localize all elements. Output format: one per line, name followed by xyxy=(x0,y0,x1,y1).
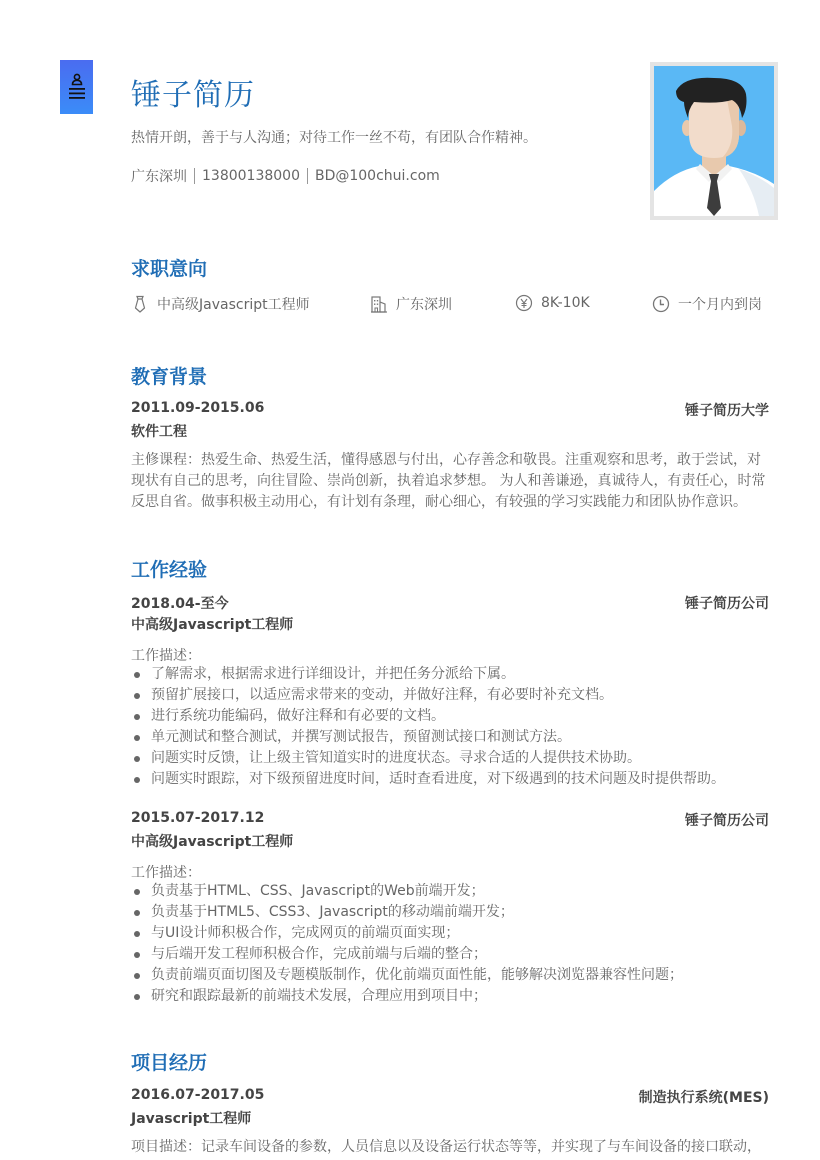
avatar-photo xyxy=(650,62,778,220)
list-item: 负责基于HTML、CSS、Javascript的Web前端开发； xyxy=(131,881,771,902)
work-company: 锤子简历公司 xyxy=(685,813,769,829)
work-bullets xyxy=(131,664,771,790)
project-name: 制造执行系统(MES) xyxy=(638,1090,769,1106)
work-desc-label: 工作描述： xyxy=(131,648,201,664)
intent-location: 广东深圳 xyxy=(370,294,452,314)
section-title-work: 工作经验 xyxy=(131,559,208,581)
list-item: 与后端开发工程师积极合作，完成前端与后端的整合； xyxy=(131,944,771,965)
avatar-illustration xyxy=(654,66,774,216)
contact-divider xyxy=(194,168,195,184)
work-entry-head xyxy=(131,810,769,830)
contact-email: BD@100chui.com xyxy=(314,168,440,184)
list-item: 与UI设计师积极合作，完成网页的前端页面实现； xyxy=(131,923,771,944)
education-period: 2011.09-2015.06 xyxy=(131,400,265,416)
list-item: 单元测试和整合测试，并撰写测试报告，预留测试接口和测试方法。 xyxy=(131,727,771,748)
project-description: 项目描述：记录车间设备的参数，人员信息以及设备运行状态等等，并实现了与车间设备的接口联动， xyxy=(131,1139,761,1155)
contact-divider xyxy=(307,168,308,184)
clock-icon xyxy=(652,295,670,313)
work-company: 锤子简历公司 xyxy=(685,596,769,612)
work-position: 中高级Javascript工程师 xyxy=(131,834,294,850)
work-period: 2018.04-至今 xyxy=(131,596,229,612)
project-role: Javascript工程师 xyxy=(131,1111,252,1127)
work-position: 中高级Javascript工程师 xyxy=(131,617,294,633)
contact-phone: 13800138000 xyxy=(202,168,300,184)
yuan-icon xyxy=(515,294,533,312)
section-title-education: 教育背景 xyxy=(131,366,208,388)
list-item: 负责基于HTML5、CSS3、Javascript的移动端前端开发； xyxy=(131,902,771,923)
job-intent-row xyxy=(131,294,771,316)
project-period: 2016.07-2017.05 xyxy=(131,1087,265,1103)
candidate-motto: 热情开朗，善于与人沟通；对待工作一丝不苟，有团队合作精神。 xyxy=(131,130,537,146)
tie-icon xyxy=(131,295,149,313)
intent-availability: 一个月内到岗 xyxy=(652,294,762,314)
section-title-intent: 求职意向 xyxy=(131,258,208,280)
intent-salary: 8K-10K xyxy=(515,294,590,312)
work-bullets xyxy=(131,881,771,1007)
section-title-projects: 项目经历 xyxy=(131,1052,208,1074)
education-school: 锤子简历大学 xyxy=(685,403,769,419)
contact-location: 广东深圳 xyxy=(131,169,187,185)
education-entry-head xyxy=(131,400,769,420)
resume-person-icon xyxy=(68,72,86,102)
work-period: 2015.07-2017.12 xyxy=(131,810,265,826)
list-item: 预留扩展接口，以适应需求带来的变动，并做好注释，有必要时补充文档。 xyxy=(131,685,771,706)
list-item: 问题实时跟踪，对下级预留进度时间，适时查看进度，对下级遇到的技术问题及时提供帮助。 xyxy=(131,769,771,790)
list-item: 了解需求，根据需求进行详细设计，并把任务分派给下属。 xyxy=(131,664,771,685)
intent-position: 中高级Javascript工程师 xyxy=(131,294,310,314)
list-item: 问题实时反馈，让上级主管知道实时的进度状态。寻求合适的人提供技术协助。 xyxy=(131,748,771,769)
project-entry-head xyxy=(131,1087,769,1107)
resume-logo-badge xyxy=(60,60,93,114)
candidate-name: 锤子简历 xyxy=(131,78,255,113)
education-major: 软件工程 xyxy=(131,424,187,440)
education-description: 主修课程：热爱生命、热爱生活，懂得感恩与付出，心存善念和敬畏。注重观察和思考，敢于尝试，对现状有自己的思考，向往冒险、崇尚创新，执着追求梦想。 为人和善谦逊，真诚待人，有责任心，时常反思自省。做事积极主动用心，有计划有条理，耐心细心，有较强的学习实践能力和团队协作意识。 xyxy=(131,452,766,510)
work-desc-label: 工作描述： xyxy=(131,865,201,881)
list-item: 进行系统功能编码，做好注释和有必要的文档。 xyxy=(131,706,771,727)
list-item: 研究和跟踪最新的前端技术发展，合理应用到项目中； xyxy=(131,986,771,1007)
work-entry-head xyxy=(131,593,769,613)
building-icon xyxy=(370,295,388,313)
list-item: 负责前端页面切图及专题模版制作，优化前端页面性能，能够解决浏览器兼容性问题； xyxy=(131,965,771,986)
contact-info xyxy=(131,166,440,186)
